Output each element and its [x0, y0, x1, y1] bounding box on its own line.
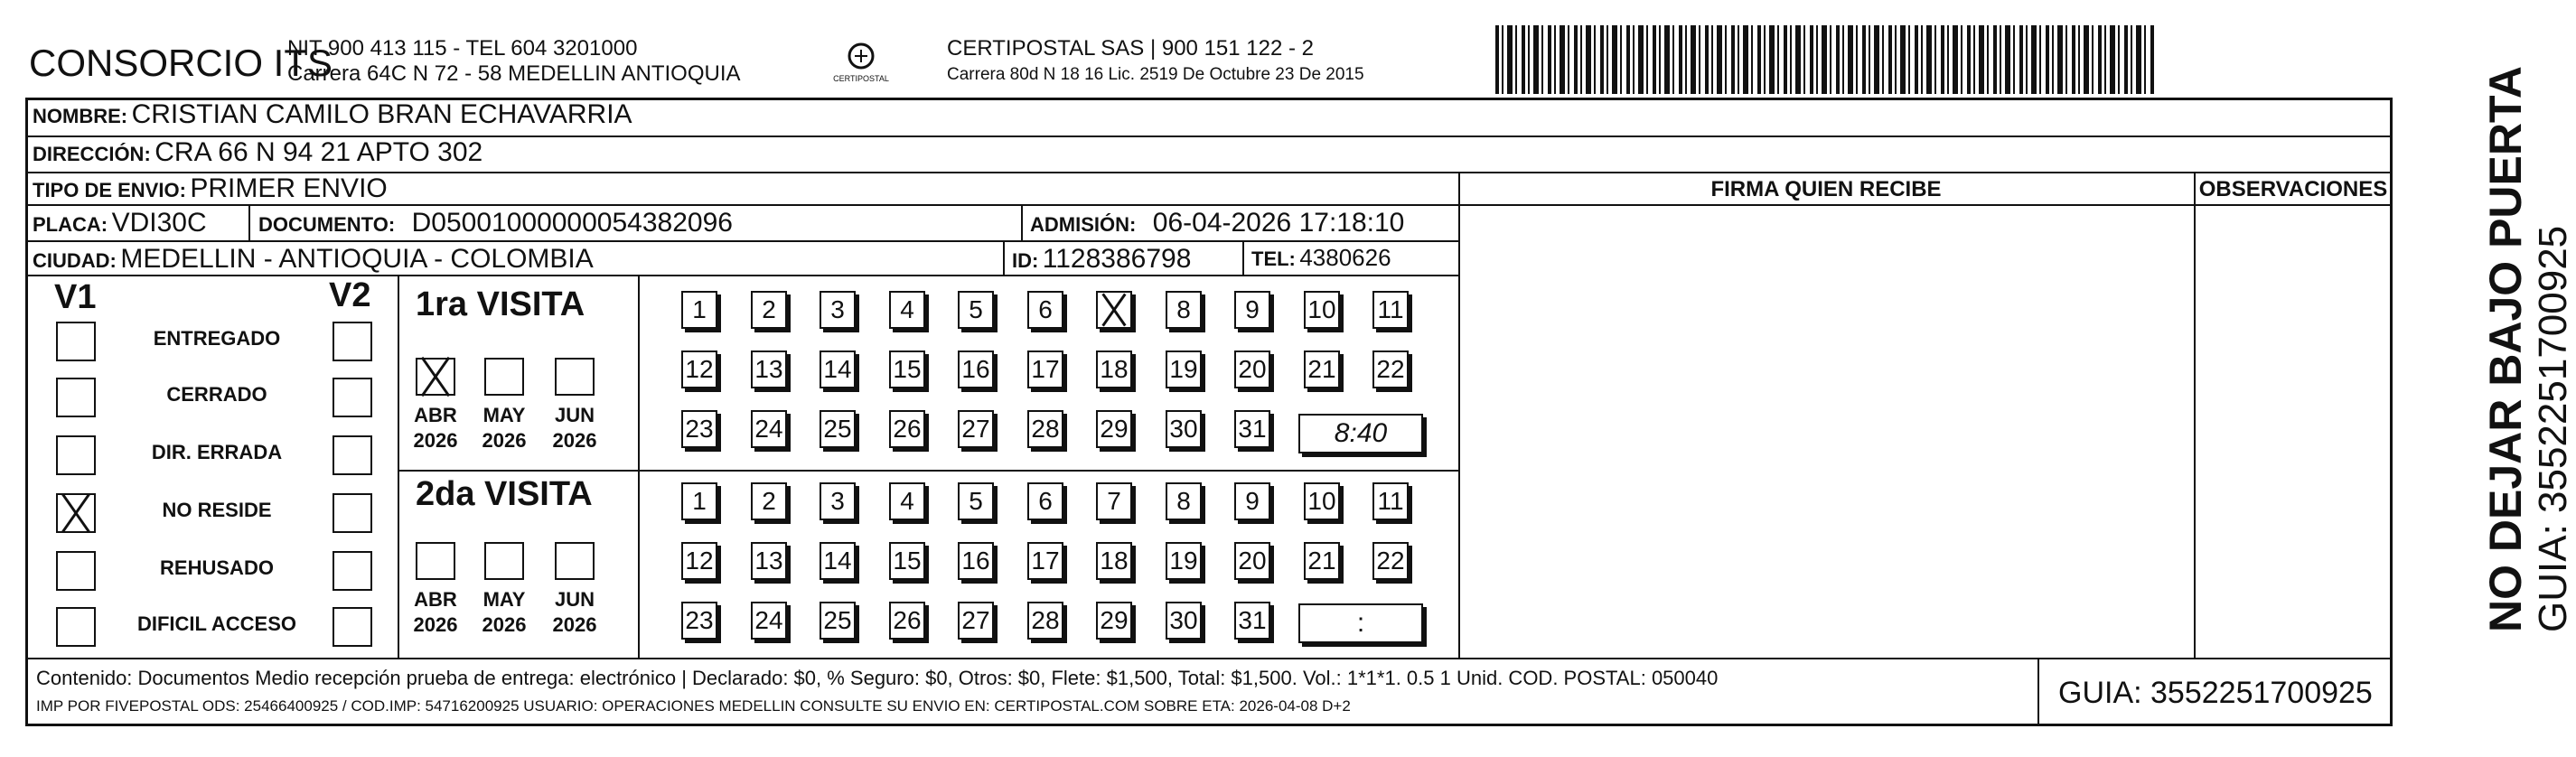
- visit1-day-21[interactable]: 21: [1304, 350, 1340, 388]
- status-label: REHUSADO: [160, 556, 274, 579]
- certipostal-info: CERTIPOSTAL SAS | 900 151 122 - 2: [947, 36, 1314, 61]
- visit1-day-22[interactable]: 22: [1372, 350, 1409, 388]
- tel-value: 4380626: [1299, 244, 1391, 271]
- visit1-month-label: [543, 403, 606, 453]
- month-name: ABR: [414, 588, 457, 611]
- visit1-month-checkbox-0[interactable]: [416, 358, 455, 396]
- id-label: ID:: [1012, 249, 1039, 272]
- barcode: [1495, 25, 2155, 94]
- side-guia-text: GUIA: 3552251700925: [2531, 225, 2575, 632]
- visit1-day-28[interactable]: 28: [1027, 410, 1063, 448]
- visit1-day-8[interactable]: 8: [1166, 291, 1202, 329]
- visit2-day-24[interactable]: 24: [751, 602, 787, 640]
- visit2-day-22[interactable]: 22: [1372, 542, 1409, 580]
- visit2-title: 2da VISITA: [416, 475, 593, 513]
- visit1-title: 1ra VISITA: [416, 285, 585, 323]
- month-name: MAY: [482, 588, 526, 611]
- visit1-day-23[interactable]: 23: [681, 410, 717, 448]
- visit2-month-label: [473, 587, 536, 638]
- visit2-day-12[interactable]: 12: [681, 542, 717, 580]
- tipo-envio-label: TIPO DE ENVIO:: [33, 179, 186, 201]
- month-year: 2026: [482, 429, 527, 452]
- documento-value: D05001000000054382096: [411, 208, 733, 238]
- visit2-day-30[interactable]: 30: [1166, 602, 1202, 640]
- visit2-day-31[interactable]: 31: [1234, 602, 1270, 640]
- visit1-day-15[interactable]: 15: [889, 350, 925, 388]
- visit1-day-18[interactable]: 18: [1096, 350, 1132, 388]
- nombre-label: NOMBRE:: [33, 105, 128, 127]
- admision-label: ADMISIÓN:: [1030, 213, 1137, 236]
- visit1-day-26[interactable]: 26: [889, 410, 925, 448]
- visit2-time[interactable]: :: [1298, 603, 1423, 643]
- visit2-day-2[interactable]: 2: [751, 482, 787, 520]
- visit2-day-29[interactable]: 29: [1096, 602, 1132, 640]
- visit1-day-3[interactable]: 3: [820, 291, 856, 329]
- certipostal-address: Carrera 80d N 18 16 Lic. 2519 De Octubre 23 De 2015: [947, 65, 1364, 84]
- visit1-day-7[interactable]: [1096, 291, 1132, 329]
- tipo-envio-value: PRIMER ENVIO: [190, 173, 388, 203]
- visit1-day-4[interactable]: 4: [889, 291, 925, 329]
- nombre-value: CRISTIAN CAMILO BRAN ECHAVARRIA: [131, 99, 632, 129]
- visit1-day-25[interactable]: 25: [820, 410, 856, 448]
- v1-checkbox-3[interactable]: [56, 493, 96, 533]
- visit2-day-19[interactable]: 19: [1166, 542, 1202, 580]
- visit1-day-12[interactable]: 12: [681, 350, 717, 388]
- contenido-line: Contenido: Documentos Medio recepción prueba de entrega: electrónico | Declarado: $0, % Seguro: $0, Otros: $0, Flete: $1,500, Total: $1,500. Vol.: 1*1*1. 0.5 1 Unid. COD. POSTAL: 050040: [36, 667, 1719, 689]
- visit1-day-31[interactable]: 31: [1234, 410, 1270, 448]
- visit1-day-11[interactable]: 11: [1372, 291, 1409, 329]
- visit1-time[interactable]: 8:40: [1298, 414, 1423, 453]
- month-year: 2026: [552, 429, 597, 452]
- no-dejar-text: NO DEJAR BAJO PUERTA: [2480, 66, 2531, 632]
- month-year: 2026: [482, 613, 527, 636]
- visit1-day-19[interactable]: 19: [1166, 350, 1202, 388]
- visit1-month-label: [404, 403, 467, 453]
- visit2-day-11[interactable]: 11: [1372, 482, 1409, 520]
- v2-checkbox-2[interactable]: [333, 435, 372, 475]
- placa-value: VDI30C: [111, 208, 207, 238]
- v2-checkbox-3[interactable]: [333, 493, 372, 533]
- v1-checkbox-4[interactable]: [56, 551, 96, 591]
- placa-label: PLACA:: [33, 213, 108, 236]
- visit2-month-label: [543, 587, 606, 638]
- status-label: DIR. ERRADA: [151, 441, 283, 463]
- observaciones-area[interactable]: [2197, 206, 2389, 654]
- visit2-day-10[interactable]: 10: [1304, 482, 1340, 520]
- visit1-day-24[interactable]: 24: [751, 410, 787, 448]
- visit2-day-25[interactable]: 25: [820, 602, 856, 640]
- v1-checkbox-2[interactable]: [56, 435, 96, 475]
- documento-label: DOCUMENTO:: [258, 213, 396, 236]
- observaciones-header: OBSERVACIONES: [2198, 177, 2388, 201]
- visit2-month-checkbox-0[interactable]: [416, 542, 455, 580]
- status-label: CERRADO: [166, 383, 267, 406]
- tel-label: TEL:: [1251, 248, 1296, 270]
- visit2-month-label: [404, 587, 467, 638]
- firma-header: FIRMA QUIEN RECIBE: [1710, 177, 1942, 201]
- visit1-day-14[interactable]: 14: [820, 350, 856, 388]
- visit2-day-18[interactable]: 18: [1096, 542, 1132, 580]
- visit1-day-1[interactable]: 1: [681, 291, 717, 329]
- ciudad-value: MEDELLIN - ANTIOQUIA - COLOMBIA: [120, 244, 594, 274]
- visit2-day-13[interactable]: 13: [751, 542, 787, 580]
- imp-line: IMP POR FIVEPOSTAL ODS: 25466400925 / COD.IMP: 54716200925 USUARIO: OPERACIONES MEDELLIN CONSULTE SU ENVIO EN: CERTIPOSTAL.COM SOBRE ETA: 2026-04-08 D+2: [36, 697, 1351, 715]
- v2-checkbox-4[interactable]: [333, 551, 372, 591]
- visit1-month-checkbox-2[interactable]: [555, 358, 595, 396]
- visit2-day-20[interactable]: 20: [1234, 542, 1270, 580]
- month-year: 2026: [413, 613, 458, 636]
- month-year: 2026: [552, 613, 597, 636]
- v2-header: V2: [329, 276, 371, 314]
- v2-checkbox-1[interactable]: [333, 378, 372, 417]
- visit1-day-10[interactable]: 10: [1304, 291, 1340, 329]
- status-label: DIFICIL ACCESO: [136, 612, 296, 635]
- ciudad-label: CIUDAD:: [33, 249, 117, 272]
- visit2-month-checkbox-2[interactable]: [555, 542, 595, 580]
- v1-checkbox-0[interactable]: [56, 322, 96, 361]
- visit1-day-13[interactable]: 13: [751, 350, 787, 388]
- visit2-day-3[interactable]: 3: [820, 482, 856, 520]
- visit2-day-8[interactable]: 8: [1166, 482, 1202, 520]
- visit2-day-15[interactable]: 15: [889, 542, 925, 580]
- visit1-month-label: [473, 403, 536, 453]
- direccion-value: CRA 66 N 94 21 APTO 302: [155, 137, 483, 167]
- visit1-day-27[interactable]: 27: [958, 410, 994, 448]
- company-address: Carrera 64C N 72 - 58 MEDELLIN ANTIOQUIA: [287, 61, 741, 86]
- visit2-day-5[interactable]: 5: [958, 482, 994, 520]
- visit2-day-6[interactable]: 6: [1027, 482, 1063, 520]
- status-label: NO RESIDE: [162, 499, 272, 521]
- status-label: ENTREGADO: [153, 327, 281, 350]
- visit1-day-16[interactable]: 16: [958, 350, 994, 388]
- side-text: [2480, 66, 2576, 632]
- v2-checkbox-5[interactable]: [333, 607, 372, 647]
- direccion-label: DIRECCIÓN:: [33, 143, 151, 165]
- v1-checkbox-1[interactable]: [56, 378, 96, 417]
- visit2-day-26[interactable]: 26: [889, 602, 925, 640]
- visit2-day-17[interactable]: 17: [1027, 542, 1063, 580]
- visit1-day-6[interactable]: 6: [1027, 291, 1063, 329]
- visit2-month-checkbox-1[interactable]: [484, 542, 524, 580]
- visit1-day-9[interactable]: 9: [1234, 291, 1270, 329]
- visit1-day-30[interactable]: 30: [1166, 410, 1202, 448]
- month-name: ABR: [414, 404, 457, 426]
- visit2-day-21[interactable]: 21: [1304, 542, 1340, 580]
- visit2-day-16[interactable]: 16: [958, 542, 994, 580]
- visit2-day-14[interactable]: 14: [820, 542, 856, 580]
- v1-header: V1: [54, 278, 97, 316]
- firma-area[interactable]: [1462, 206, 2190, 654]
- visit1-day-5[interactable]: 5: [958, 291, 994, 329]
- month-name: MAY: [482, 404, 526, 426]
- visit1-day-17[interactable]: 17: [1027, 350, 1063, 388]
- visit2-day-23[interactable]: 23: [681, 602, 717, 640]
- month-name: JUN: [554, 404, 595, 426]
- visit2-day-4[interactable]: 4: [889, 482, 925, 520]
- admision-value: 06-04-2026 17:18:10: [1152, 208, 1405, 238]
- visit2-day-28[interactable]: 28: [1027, 602, 1063, 640]
- month-year: 2026: [413, 429, 458, 452]
- month-name: JUN: [554, 588, 595, 611]
- company-nit: NIT 900 413 115 - TEL 604 3201000: [287, 36, 638, 61]
- company-name: CONSORCIO ITS: [29, 42, 333, 84]
- visit1-month-checkbox-1[interactable]: [484, 358, 524, 396]
- visit2-day-9[interactable]: 9: [1234, 482, 1270, 520]
- v1-checkbox-5[interactable]: [56, 607, 96, 647]
- certipostal-logo: [829, 38, 893, 89]
- guia-footer: GUIA: 3552251700925: [2058, 676, 2373, 710]
- visit1-day-29[interactable]: 29: [1096, 410, 1132, 448]
- id-value: 1128386798: [1042, 244, 1192, 274]
- visit2-day-7[interactable]: 7: [1096, 482, 1132, 520]
- visit1-day-2[interactable]: 2: [751, 291, 787, 329]
- v2-checkbox-0[interactable]: [333, 322, 372, 361]
- visit1-day-20[interactable]: 20: [1234, 350, 1270, 388]
- visit2-day-27[interactable]: 27: [958, 602, 994, 640]
- logo-text: CERTIPOSTAL: [833, 74, 889, 83]
- visit2-day-1[interactable]: 1: [681, 482, 717, 520]
